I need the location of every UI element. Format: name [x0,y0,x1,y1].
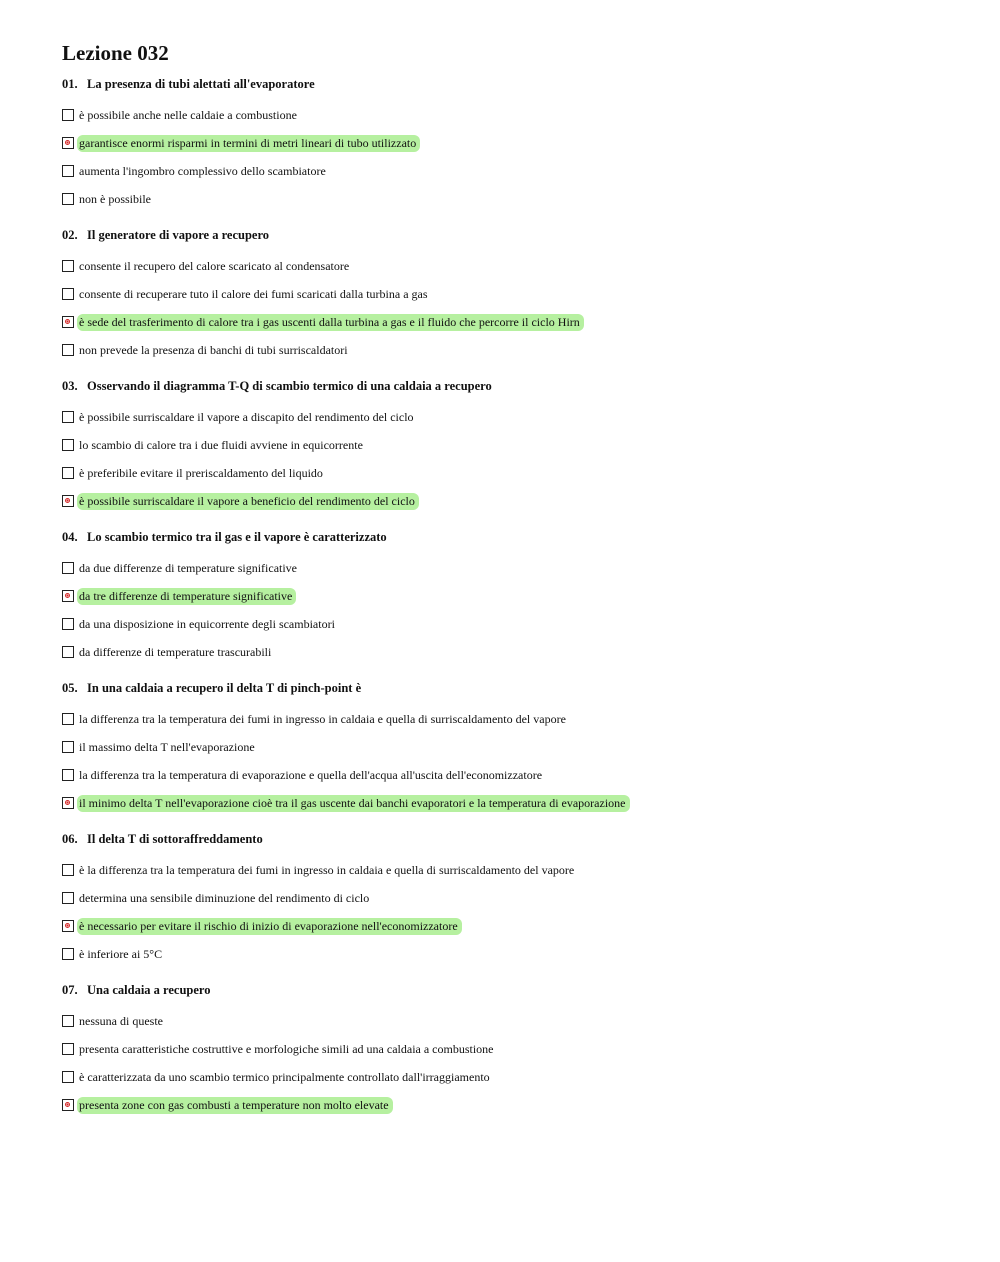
checkbox-icon[interactable] [62,1043,74,1055]
checked-radio-icon[interactable] [62,495,74,507]
checkbox-icon[interactable] [62,109,74,121]
answer-option[interactable] [62,638,962,666]
question-text: Lo scambio termico tra il gas e il vapore è caratterizzato [87,530,387,544]
answer-option[interactable] [62,431,962,459]
answer-text: nessuna di queste [79,1013,163,1028]
answer-text: è inferiore ai 5°C [79,946,163,961]
question-text: In una caldaia a recupero il delta T di pinch-point è [87,681,362,695]
answer-option-correct[interactable] [62,912,962,940]
checkbox-icon[interactable] [62,193,74,205]
answer-option[interactable] [62,1007,962,1035]
answer-option[interactable] [62,101,962,129]
question-number: 04. [62,530,78,544]
checkbox-icon[interactable] [62,769,74,781]
answer-option[interactable] [62,336,962,364]
question-block [62,227,962,364]
checkbox-icon[interactable] [62,646,74,658]
checkbox-icon[interactable] [62,948,74,960]
answer-text: lo scambio di calore tra i due fluidi avviene in equicorrente [79,437,363,452]
answer-option[interactable] [62,610,962,638]
answer-text: da una disposizione in equicorrente degli scambiatori [79,616,335,631]
question-text: Il delta T di sottoraffreddamento [87,832,263,846]
answer-text: è possibile surriscaldare il vapore a beneficio del rendimento del ciclo [77,493,419,510]
answer-option-correct[interactable] [62,582,962,610]
checkbox-icon[interactable] [62,260,74,272]
checkbox-icon[interactable] [62,411,74,423]
question-title [62,529,962,545]
checkbox-icon[interactable] [62,344,74,356]
answer-text: è possibile surriscaldare il vapore a discapito del rendimento del ciclo [79,409,414,424]
answer-option[interactable] [62,554,962,582]
question-block [62,680,962,817]
question-number: 06. [62,832,78,846]
question-title [62,76,962,92]
checked-radio-icon[interactable] [62,797,74,809]
question-block [62,76,962,213]
answer-text: non prevede la presenza di banchi di tubi surriscaldatori [79,342,348,357]
question-block [62,831,962,968]
page-title: Lezione 032 [62,41,169,65]
answer-text: non è possibile [79,191,151,206]
answer-text: è possibile anche nelle caldaie a combustione [79,107,297,122]
checkbox-icon[interactable] [62,288,74,300]
answer-option[interactable] [62,884,962,912]
answer-option[interactable] [62,761,962,789]
checked-radio-icon[interactable] [62,920,74,932]
question-title [62,227,962,243]
answer-text: da tre differenze di temperature significative [77,588,296,605]
answer-text: determina una sensibile diminuzione del rendimento di ciclo [79,890,370,905]
answer-text: è preferibile evitare il preriscaldamento del liquido [79,465,323,480]
question-text: Osservando il diagramma T-Q di scambio termico di una caldaia a recupero [87,379,492,393]
question-text: Il generatore di vapore a recupero [87,228,270,242]
answer-text: presenta zone con gas combusti a temperature non molto elevate [77,1097,393,1114]
answer-text: la differenza tra la temperatura di evaporazione e quella dell'acqua all'uscita dell'economizzatore [79,767,543,782]
checkbox-icon[interactable] [62,713,74,725]
answer-text: da due differenze di temperature significative [79,560,298,575]
checkbox-icon[interactable] [62,864,74,876]
question-number: 01. [62,77,78,91]
question-text: Una caldaia a recupero [87,983,211,997]
question-number: 02. [62,228,78,242]
checkbox-icon[interactable] [62,439,74,451]
question-block [62,378,962,515]
answer-option-correct[interactable] [62,487,962,515]
answer-option[interactable] [62,252,962,280]
answer-option-correct[interactable] [62,789,962,817]
question-number: 03. [62,379,78,393]
checkbox-icon[interactable] [62,892,74,904]
quiz-page [62,40,962,1133]
checked-radio-icon[interactable] [62,590,74,602]
answer-text: da differenze di temperature trascurabili [79,644,272,659]
checkbox-icon[interactable] [62,1015,74,1027]
answer-option[interactable] [62,1035,962,1063]
answer-text: è caratterizzata da uno scambio termico principalmente controllato dall'irraggiamento [79,1069,490,1084]
answer-text: è la differenza tra la temperatura dei fumi in ingresso in caldaia e quella di surriscaldamento del vapore [79,862,575,877]
answer-option[interactable] [62,705,962,733]
answer-option[interactable] [62,403,962,431]
answer-option-correct[interactable] [62,308,962,336]
answer-option-correct[interactable] [62,1091,962,1119]
answer-option[interactable] [62,940,962,968]
answer-text: è necessario per evitare il rischio di inizio di evaporazione nell'economizzatore [77,918,462,935]
answer-option[interactable] [62,185,962,213]
checkbox-icon[interactable] [62,467,74,479]
question-block [62,529,962,666]
question-title [62,680,962,696]
answer-option[interactable] [62,1063,962,1091]
question-list [62,76,962,1119]
answer-text: garantisce enormi risparmi in termini di metri lineari di tubo utilizzato [77,135,420,152]
answer-text: il minimo delta T nell'evaporazione cioè tra il gas uscente dai banchi evaporatori e la temperatura di evaporazione [77,795,630,812]
answer-text: il massimo delta T nell'evaporazione [79,739,255,754]
question-title [62,378,962,394]
answer-option[interactable] [62,856,962,884]
answer-text: consente il recupero del calore scaricato al condensatore [79,258,350,273]
answer-text: aumenta l'ingombro complessivo dello scambiatore [79,163,326,178]
answer-text: è sede del trasferimento di calore tra i gas uscenti dalla turbina a gas e il fluido che percorre il ciclo Hirn [77,314,584,331]
question-block [62,982,962,1119]
answer-text: consente di recuperare tuto il calore dei fumi scaricati dalla turbina a gas [79,286,428,301]
answer-option[interactable] [62,157,962,185]
checkbox-icon[interactable] [62,741,74,753]
checkbox-icon[interactable] [62,562,74,574]
answer-option-correct[interactable] [62,129,962,157]
question-number: 07. [62,983,78,997]
answer-option[interactable] [62,280,962,308]
checkbox-icon[interactable] [62,165,74,177]
checked-radio-icon[interactable] [62,137,74,149]
checkbox-icon[interactable] [62,618,74,630]
answer-text: presenta caratteristiche costruttive e morfologiche simili ad una caldaia a combustione [79,1041,494,1056]
checked-radio-icon[interactable] [62,1099,74,1111]
question-title [62,982,962,998]
question-text: La presenza di tubi alettati all'evaporatore [87,77,315,91]
checked-radio-icon[interactable] [62,316,74,328]
answer-option[interactable] [62,733,962,761]
checkbox-icon[interactable] [62,1071,74,1083]
answer-text: la differenza tra la temperatura dei fumi in ingresso in caldaia e quella di surriscaldamento del vapore [79,711,566,726]
question-title [62,831,962,847]
question-number: 05. [62,681,78,695]
answer-option[interactable] [62,459,962,487]
